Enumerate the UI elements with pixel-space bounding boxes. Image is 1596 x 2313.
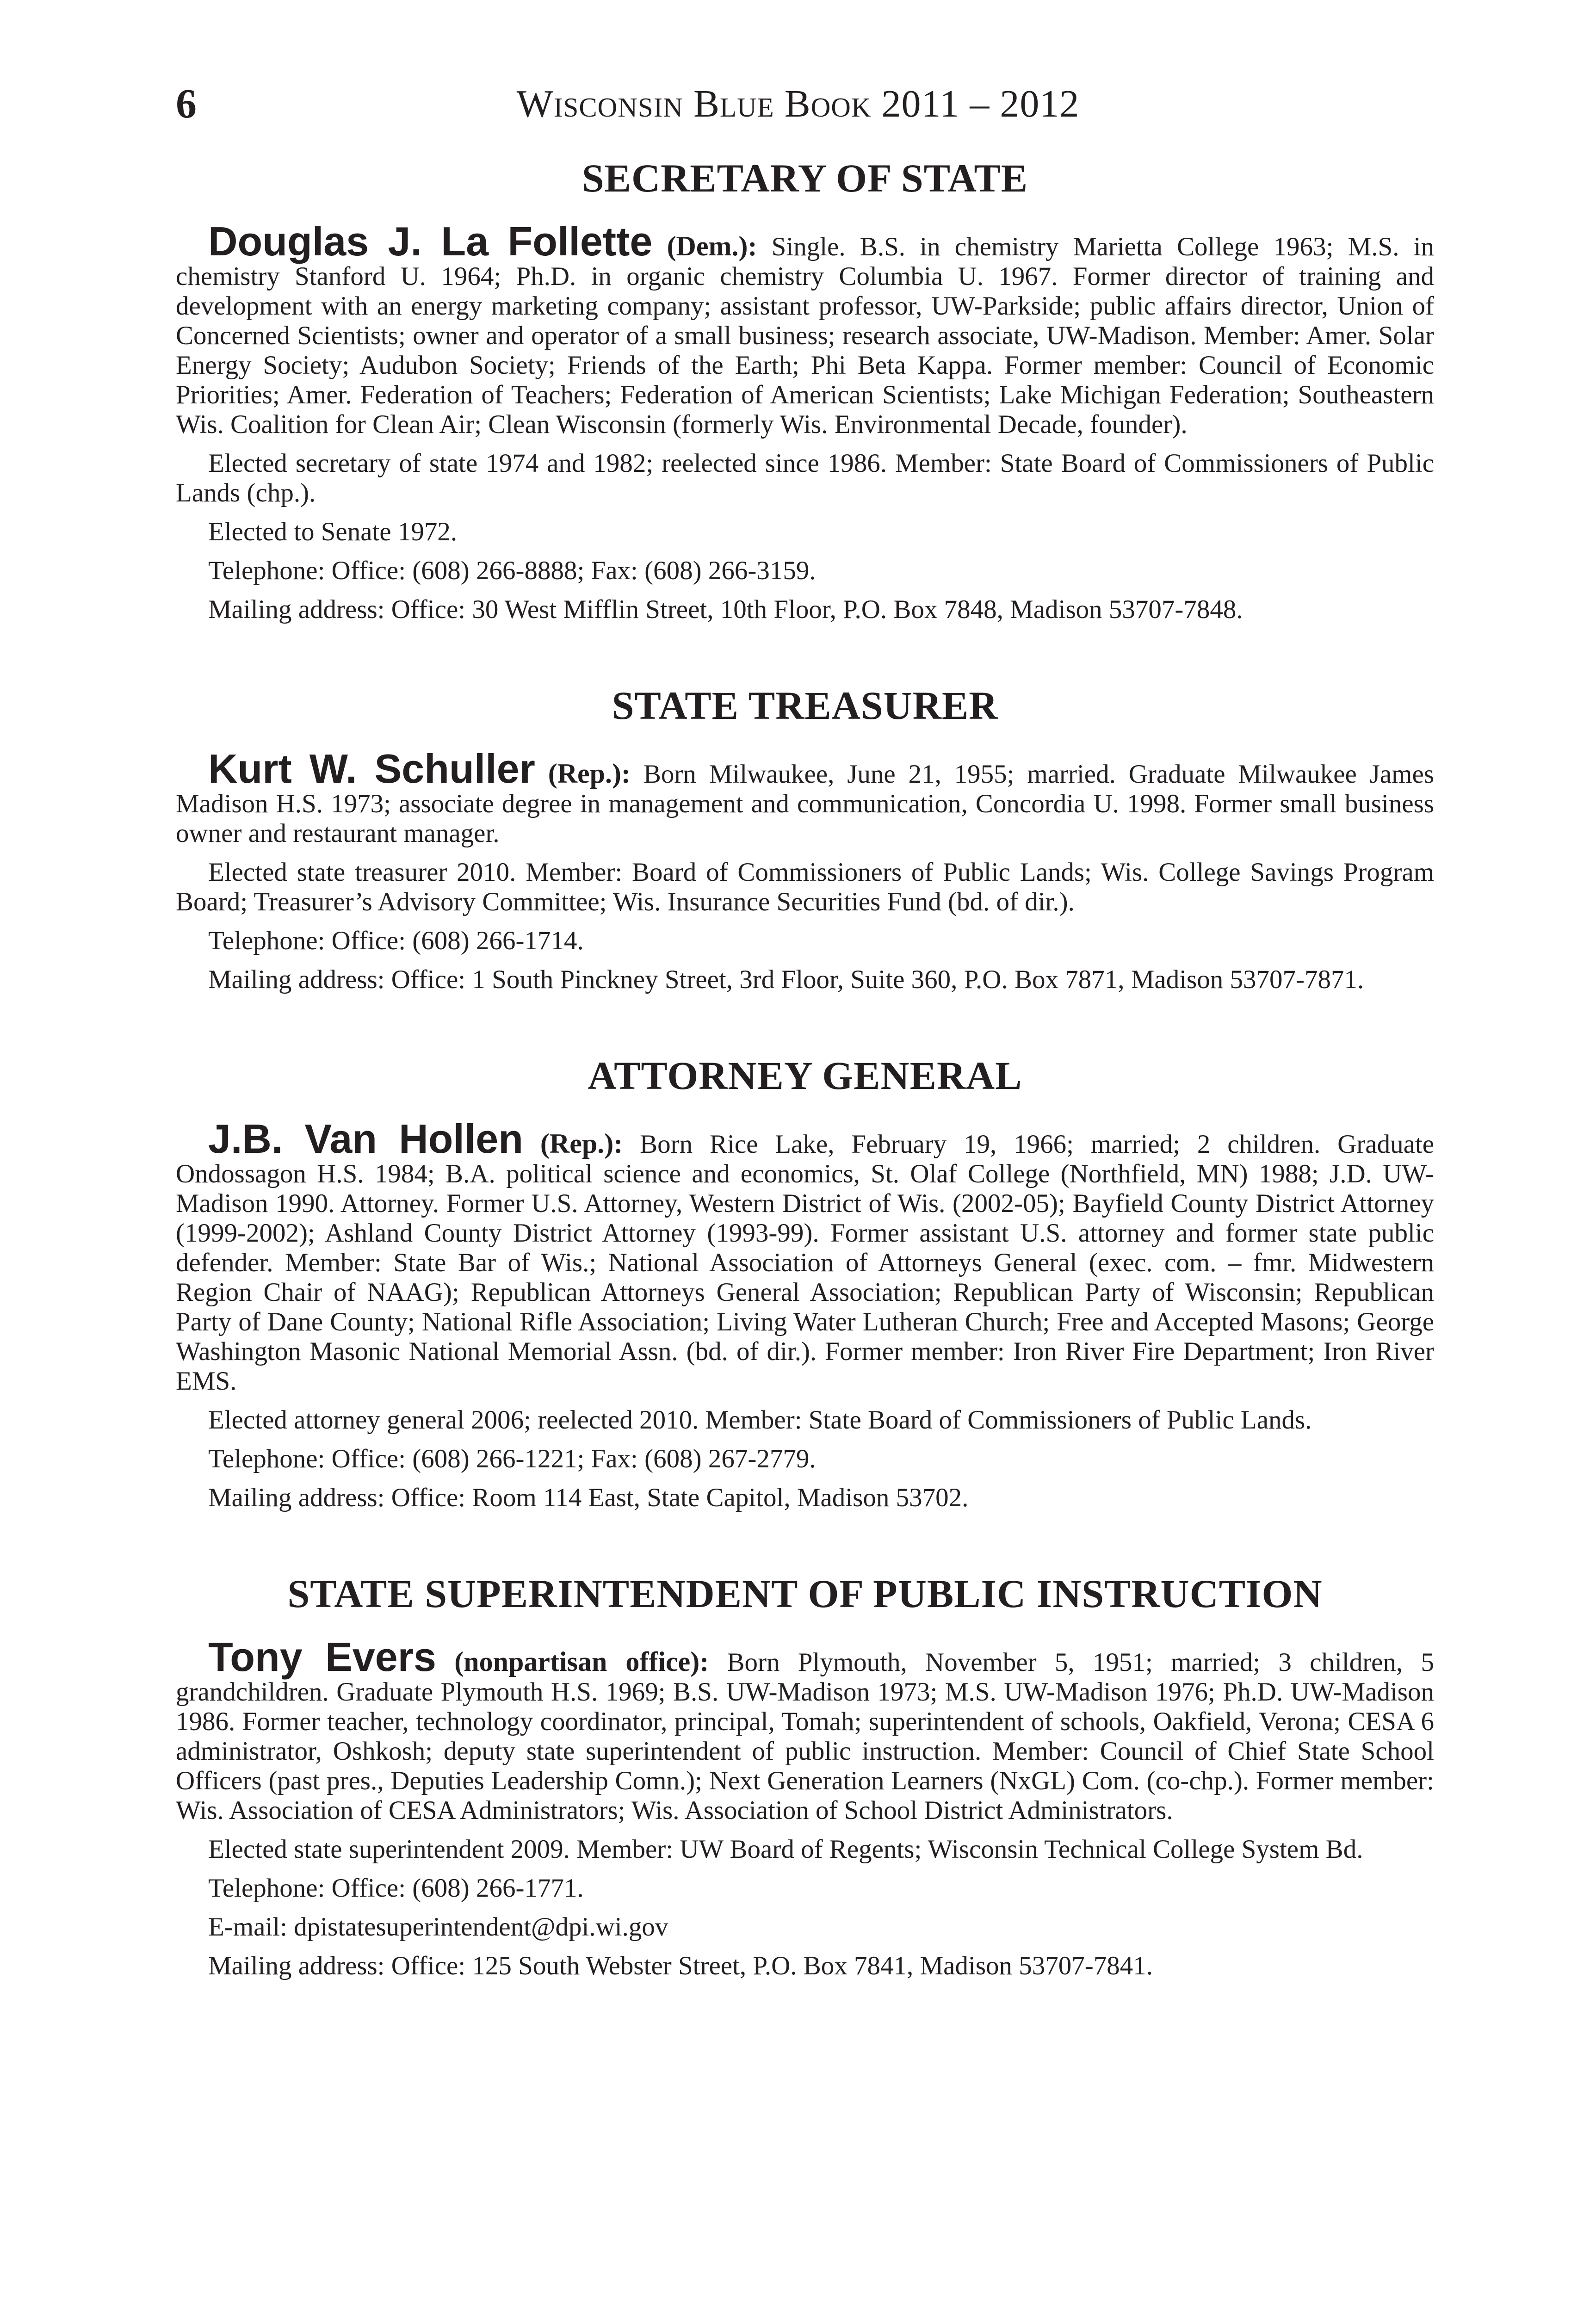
party-label: (Dem.): [667, 231, 757, 261]
official-bio [176, 1116, 1435, 1396]
bio-paragraph: Elected secretary of state 1974 and 1982; reelected since 1986. Member: State Board of Commissioners of Public Lands (chp.). [176, 449, 1434, 507]
mailing-address-line: Mailing address: Office: 125 South Webster Street, P.O. Box 7841, Madison 53707-7841. [208, 1951, 1153, 1980]
section-secretary-of-state [176, 153, 1434, 625]
section-attorney-general [176, 1050, 1434, 1513]
mailing-address-line: Mailing address: Office: 1 South Pinckney Street, 3rd Floor, Suite 360, P.O. Box 7871, Madison 53707-7871. [208, 965, 1364, 994]
mailing-address-line: Mailing address: Office: Room 114 East, State Capitol, Madison 53702. [208, 1483, 969, 1512]
party-label: (nonpartisan office): [454, 1646, 709, 1677]
party-label: (Rep.): [540, 1128, 623, 1159]
mailing-address-line: Mailing address: Office: 30 West Mifflin Street, 10th Floor, P.O. Box 7848, Madison 53707-7848. [208, 595, 1243, 624]
official-bio [176, 218, 1435, 439]
bio-paragraph: Elected attorney general 2006; reelected 2010. Member: State Board of Commissioners of Public Lands. [208, 1405, 1312, 1435]
telephone-line: Telephone: Office: (608) 266-1771. [208, 1874, 584, 1903]
section-state-superintendent [176, 1568, 1434, 1981]
official-name: Douglas J. La Follette [208, 218, 653, 264]
section-heading: ATTORNEY GENERAL [588, 1053, 1022, 1098]
official-name: Tony Evers [208, 1634, 436, 1680]
bio-paragraph: Elected state treasurer 2010. Member: Board of Commissioners of Public Lands; Wis. College Savings Program Board; Treasurer’s Advisory Committee; Wis. Insurance Securities Fund (bd. of dir.). [176, 858, 1434, 916]
telephone-line: Telephone: Office: (608) 266-1714. [208, 926, 584, 955]
section-heading: STATE SUPERINTENDENT OF PUBLIC INSTRUCTION [287, 1571, 1323, 1616]
bio-text: Single. B.S. in chemistry Marietta College 1963; M.S. in chemistry Stanford U. 1964; Ph.D. in organic chemistry Columbia U. 1967. Former director of training and development with an energy marketing company; assistant professor, UW-Parkside; public affairs director, Union of Concerned Scientists; owner and operator of a small business; research associate, UW-Madison. Member: Amer. Solar Energy Society; Audubon Society; Friends of the Earth; Phi Beta Kappa. Former member: Council of Economic Priorities; Amer. Federation of Teachers; Federation of American Scientists; Lake Michigan Federation; Southeastern Wis. Coalition for Clean Air; Clean Wisconsin (formerly Wis. Environmental Decade, founder). [176, 232, 1435, 439]
running-head [0, 79, 1596, 134]
section-heading: SECRETARY OF STATE [581, 156, 1028, 200]
bio-paragraph: Elected state superintendent 2009. Member: UW Board of Regents; Wisconsin Technical College System Bd. [208, 1835, 1363, 1864]
telephone-line: Telephone: Office: (608) 266-8888; Fax: (608) 266-3159. [208, 556, 816, 585]
bio-text: Born Milwaukee, June 21, 1955; married. Graduate Milwaukee James Madison H.S. 1973; associate degree in management and communication, Concordia U. 1998. Former small business owner and restaurant manager. [176, 760, 1435, 848]
section-heading: STATE TREASURER [612, 683, 998, 728]
bio-text: Born Plymouth, November 5, 1951; married; 3 children, 5 grandchildren. Graduate Plymouth H.S. 1969; B.S. UW-Madison 1973; M.S. UW-Madison 1976; Ph.D. UW-Madison 1986. Former teacher, technology coordinator, principal, Tomah; superintendent of schools, Oakfield, Verona; CESA 6 administrator, Oshkosh; deputy state superintendent of public instruction. Member: Council of Chief State School Officers (past pres., Deputies Leadership Comn.); Next Generation Learners (NxGL) Com. (co-chp.). Former member: Wis. Association of CESA Administrators; Wis. Association of School District Administrators. [176, 1648, 1435, 1825]
section-state-treasurer [176, 680, 1434, 995]
page-number: 6 [176, 81, 197, 127]
page-content [176, 153, 1434, 2036]
official-bio [176, 746, 1435, 848]
party-label: (Rep.): [548, 758, 631, 789]
bio-text: Born Rice Lake, February 19, 1966; married; 2 children. Graduate Ondossagon H.S. 1984; B.A. political science and economics, St. Olaf College (Northfield, MN) 1988; J.D. UW-Madison 1990. Attorney. Former U.S. Attorney, Western District of Wis. (2002-05); Bayfield County District Attorney (1999-2002); Ashland County District Attorney (1993-99). Former assistant U.S. attorney and former state public defender. Member: State Bar of Wis.; National Association of Attorneys General (exec. com. – fmr. Midwestern Region Chair of NAAG); Republican Attorneys General Association; Republican Party of Wisconsin; Republican Party of Dane County; National Rifle Association; Living Water Lutheran Church; Free and Accepted Masons; George Washington Masonic National Memorial Assn. (bd. of dir.). Former member: Iron River Fire Department; Iron River EMS. [176, 1130, 1435, 1396]
telephone-line: Telephone: Office: (608) 266-1221; Fax: (608) 267-2779. [208, 1444, 816, 1473]
official-name: J.B. Van Hollen [208, 1116, 524, 1162]
bio-paragraph: Elected to Senate 1972. [208, 517, 458, 546]
email-line: E-mail: dpistatesuperintendent@dpi.wi.gov [208, 1912, 668, 1942]
book-title: Wisconsin Blue Book 2011 – 2012 [516, 82, 1080, 125]
official-bio [176, 1634, 1435, 1825]
official-name: Kurt W. Schuller [208, 746, 535, 792]
